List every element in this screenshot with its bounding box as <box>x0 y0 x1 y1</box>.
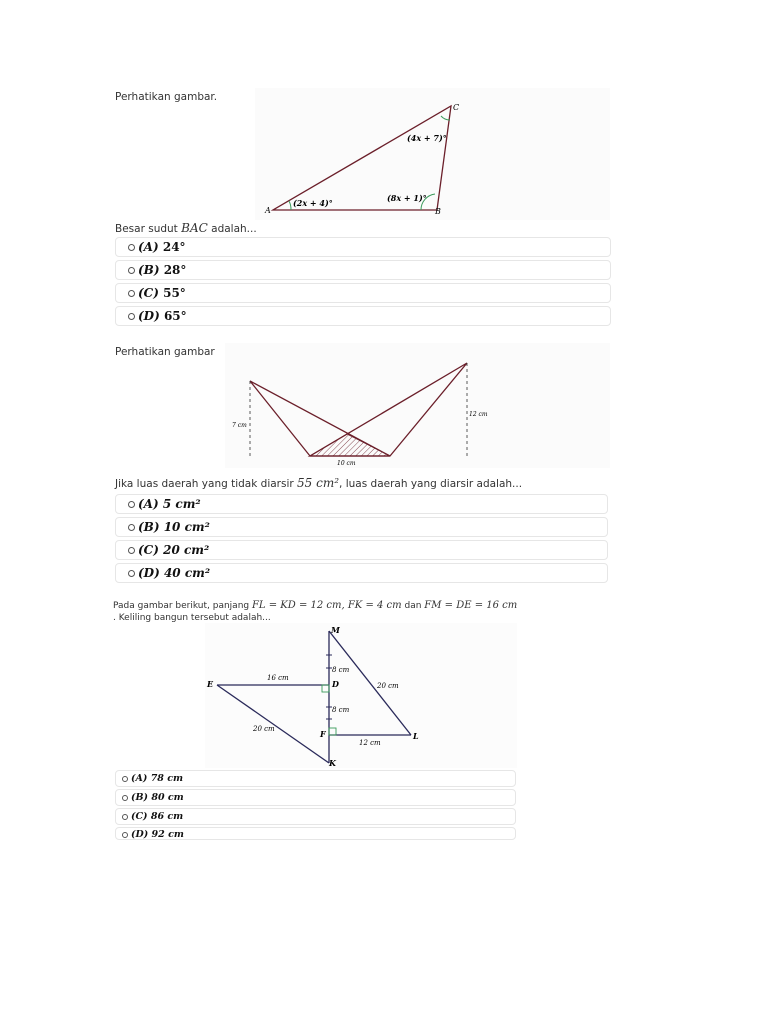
ml-length-label: 20 cm <box>377 682 399 690</box>
option-letter: (A) <box>131 773 148 784</box>
angle-a-label: (2x + 4)° <box>293 198 333 208</box>
radio-icon[interactable] <box>128 244 135 251</box>
ed-length-label: 16 cm <box>267 674 289 682</box>
option-value: 24° <box>162 240 186 254</box>
q1-question-post: adalah... <box>207 223 257 235</box>
left-height-label: 7 cm <box>232 422 247 429</box>
q2-question-pre: Jika luas daerah yang tidak diarsir <box>115 478 298 490</box>
q2-option-d[interactable] <box>115 563 608 583</box>
q3-prompt-mid: dan <box>401 601 425 611</box>
q3-option-a[interactable] <box>115 770 516 787</box>
q1-option-d[interactable] <box>115 306 611 326</box>
option-letter: (D) <box>138 309 160 323</box>
option-letter: (A) <box>138 240 159 254</box>
option-value: 5 cm² <box>162 497 201 511</box>
option-letter: (D) <box>131 829 149 840</box>
q1-question-math: BAC <box>181 221 208 235</box>
radio-icon[interactable] <box>128 547 135 554</box>
q2-question-math: 55 cm² <box>297 476 340 490</box>
radio-icon[interactable] <box>128 570 135 577</box>
q3-figure <box>205 623 517 768</box>
radio-icon[interactable] <box>122 776 128 782</box>
option-value: 65° <box>163 309 187 323</box>
q2-question-post: , luas daerah yang diarsir adalah... <box>339 478 523 490</box>
q3-math1: FL = KD = 12 cm, FK = 4 cm <box>251 600 402 611</box>
option-value: 86 cm <box>150 811 184 822</box>
q2-option-b[interactable] <box>115 517 608 537</box>
option-value: 28° <box>163 263 187 277</box>
point-l-label: L <box>413 731 419 741</box>
fl-length-label: 12 cm <box>359 739 381 747</box>
option-value: 80 cm <box>151 792 184 803</box>
q1-option-c[interactable] <box>115 283 611 303</box>
q1-triangle-figure <box>255 88 610 220</box>
q1-question-pre: Besar sudut <box>115 223 182 235</box>
option-letter: (A) <box>138 497 159 511</box>
point-m-label: M <box>331 625 340 635</box>
df-length-label: 8 cm <box>332 706 350 714</box>
option-value: 92 cm <box>151 829 184 840</box>
option-value: 55° <box>163 286 186 300</box>
option-letter: (B) <box>138 520 160 534</box>
q3-option-d[interactable] <box>115 827 516 840</box>
radio-icon[interactable] <box>128 313 135 320</box>
md-length-label: 8 cm <box>332 666 350 674</box>
q3-math2: FM = DE = 16 cm <box>424 600 518 611</box>
q2-shaded-figure <box>225 343 610 468</box>
option-value: 40 cm² <box>163 566 211 580</box>
option-value: 78 cm <box>150 773 184 784</box>
option-letter: (C) <box>131 811 148 822</box>
radio-icon[interactable] <box>128 267 135 274</box>
vertex-a-label: A <box>265 206 271 215</box>
option-value: 20 cm² <box>163 543 210 557</box>
radio-icon[interactable] <box>122 795 128 801</box>
right-height-label: 12 cm <box>469 411 488 418</box>
radio-icon[interactable] <box>122 814 128 820</box>
vertex-c-label: C <box>453 103 460 112</box>
angle-c-label: (4x + 7)° <box>407 133 447 143</box>
q1-option-a[interactable] <box>115 237 611 257</box>
option-letter: (C) <box>138 286 159 300</box>
q3-option-b[interactable] <box>115 789 516 806</box>
q2-question <box>115 476 522 490</box>
q2-option-c[interactable] <box>115 540 608 560</box>
q1-question <box>115 221 257 235</box>
base-label: 10 cm <box>337 460 356 467</box>
q3-option-c[interactable] <box>115 808 516 825</box>
option-letter: (B) <box>138 263 160 277</box>
q3-prompt-line1 <box>113 600 517 611</box>
q3-prompt-line2: . Keliling bangun tersebut adalah... <box>113 613 271 623</box>
q2-prompt: Perhatikan gambar <box>115 346 215 358</box>
point-d-label: D <box>332 679 339 689</box>
point-e-label: E <box>207 679 214 689</box>
option-letter: (C) <box>138 543 159 557</box>
option-letter: (B) <box>131 792 149 803</box>
radio-icon[interactable] <box>128 290 135 297</box>
option-letter: (D) <box>138 566 160 580</box>
option-value: 10 cm² <box>163 520 210 534</box>
vertex-b-label: B <box>435 207 441 216</box>
radio-icon[interactable] <box>128 524 135 531</box>
point-k-label: K <box>329 758 336 768</box>
angle-b-label: (8x + 1)° <box>387 193 427 203</box>
radio-icon[interactable] <box>128 501 135 508</box>
q1-prompt: Perhatikan gambar. <box>115 91 218 103</box>
point-f-label: F <box>320 729 326 739</box>
radio-icon[interactable] <box>122 832 128 838</box>
q3-prompt-pre: Pada gambar berikut, panjang <box>113 601 252 611</box>
q2-option-a[interactable] <box>115 494 608 514</box>
ek-length-label: 20 cm <box>253 725 275 733</box>
q1-option-b[interactable] <box>115 260 611 280</box>
